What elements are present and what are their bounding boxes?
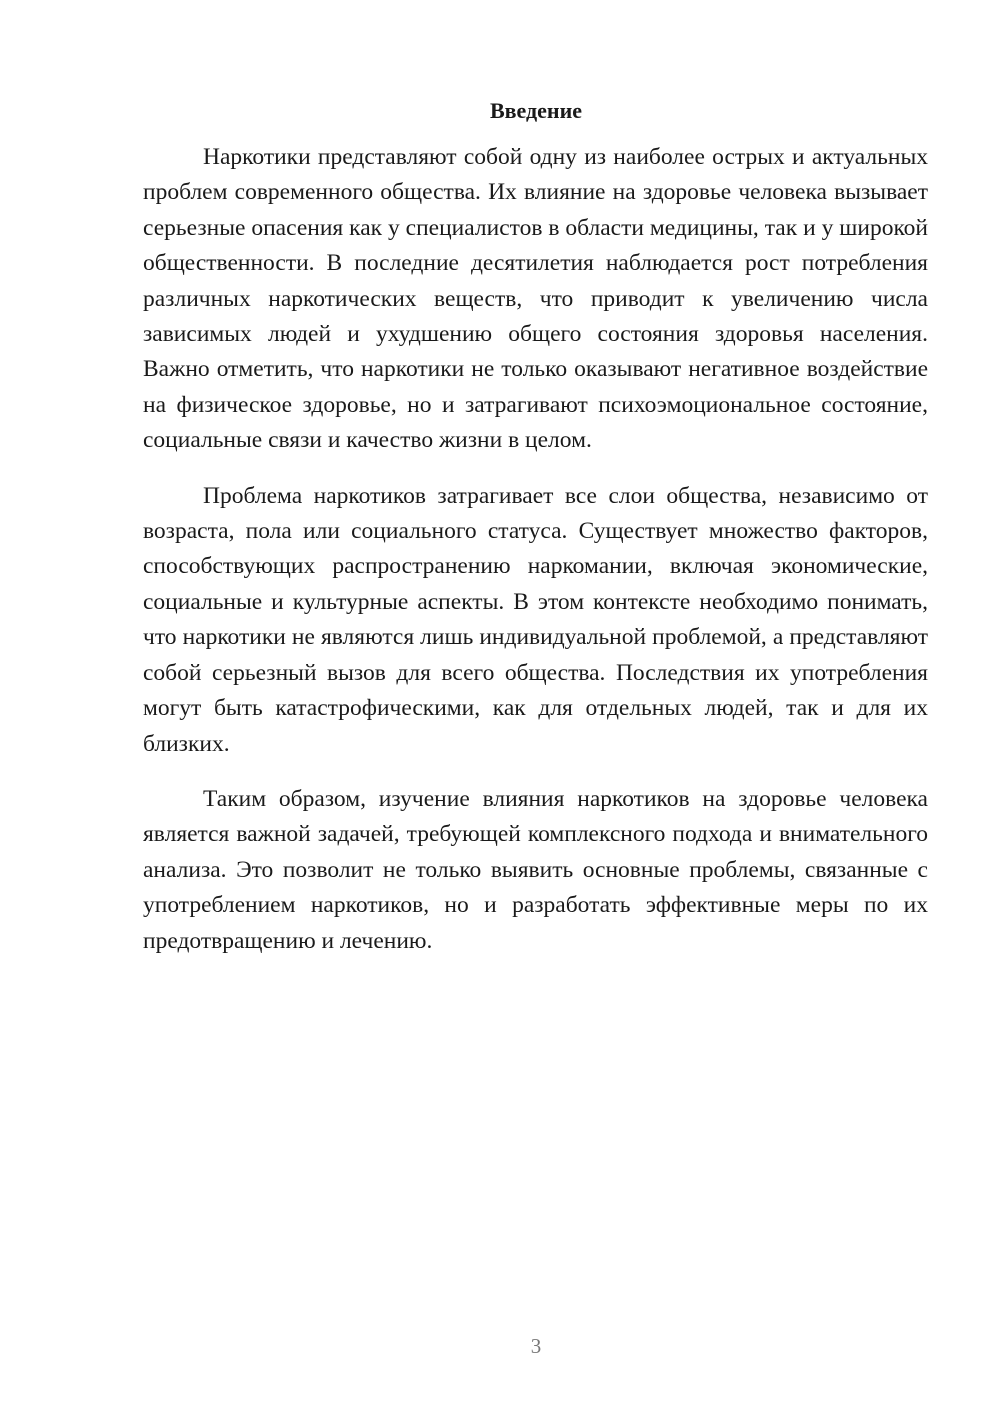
body-text <box>143 140 928 979</box>
page-number: 3 <box>530 1334 542 1358</box>
paragraph-3: Таким образом, изучение влияния наркотиков на здоровье человека является важной задачей, требующей комплексного подхода и внимательного анализа. Это позволит не только выявить основные проблемы, связанные с употреблением наркотиков, но и разработать эффективные меры по их предотвращению и лечению. <box>143 785 928 954</box>
paragraph-1: Наркотики представляют собой одну из наиболее острых и актуальных проблем современного общества. Их влияние на здоровье человека вызывает серьезные опасения как у специалистов в области медицины, так и у широкой общественности. В последние десятилетия наблюдается рост потребления различных наркотических веществ, что приводит к увеличению числа зависимых людей и ухудшению общего состояния здоровья населения. Важно отметить, что наркотики не только оказывают негативное воздействие на физическое здоровье, но и затрагивают психоэмоциональное состояние, социальные связи и качество жизни в целом. <box>143 144 928 454</box>
paragraph-2: Проблема наркотиков затрагивает все слои общества, независимо от возраста, пола или социального статуса. Существует множество факторов, способствующих распространению наркомании, включая экономические, социальные и культурные аспекты. В этом контексте необходимо понимать, что наркотики не являются лишь индивидуальной проблемой, а представляют собой серьезный вызов для всего общества. Последствия их употребления могут быть катастрофическими, как для отдельных людей, так и для их близких. <box>143 482 928 757</box>
section-title: Введение <box>489 98 583 123</box>
